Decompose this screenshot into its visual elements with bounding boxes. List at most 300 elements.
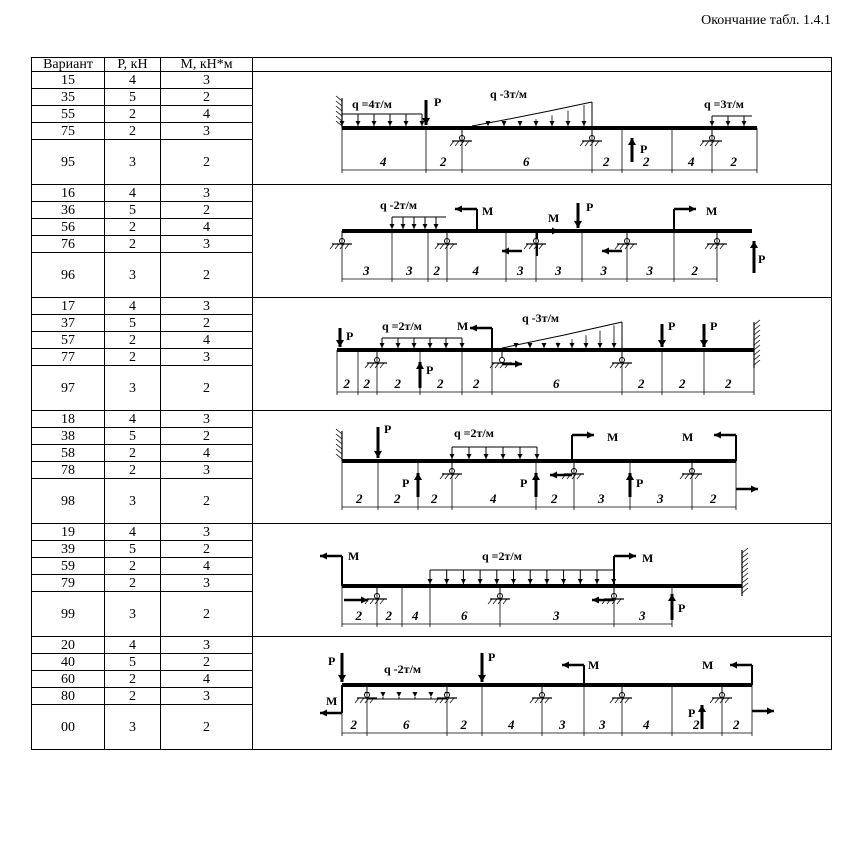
- hatch: [450, 244, 454, 249]
- hatch: [450, 698, 454, 703]
- variant-cell: 97: [32, 366, 105, 411]
- variant-cell: 36: [32, 202, 105, 219]
- p-cell: 2: [105, 236, 161, 253]
- span-length: 4: [643, 717, 650, 732]
- beam-scheme-cell: [253, 637, 832, 750]
- span-length: 4: [490, 491, 497, 506]
- arrow-head: [556, 343, 561, 348]
- beam-scheme: [322, 530, 762, 630]
- arrow-head: [467, 454, 472, 459]
- arrow-head: [629, 553, 636, 560]
- m-cell: 4: [161, 558, 253, 575]
- header-p: P, кН: [105, 58, 161, 72]
- arrow-head: [582, 121, 587, 126]
- m-cell: 3: [161, 637, 253, 654]
- hatch: [754, 325, 760, 330]
- load-label: M: [482, 204, 494, 218]
- hatch: [529, 244, 533, 249]
- m-cell: 3: [161, 185, 253, 202]
- hatch: [336, 106, 342, 111]
- m-cell: 3: [161, 524, 253, 541]
- variant-cell: 55: [32, 106, 105, 123]
- arrow-head: [461, 579, 466, 584]
- m-cell: 2: [161, 428, 253, 445]
- span-length: 2: [725, 376, 732, 391]
- p-cell: 3: [105, 592, 161, 637]
- p-cell: 2: [105, 106, 161, 123]
- beam-scheme-cell: [253, 185, 832, 298]
- span-length: 2: [356, 491, 363, 506]
- arrow-head: [478, 675, 486, 682]
- header-row: [32, 58, 832, 72]
- arrow-head: [320, 553, 327, 560]
- hatch: [535, 698, 539, 703]
- arrow-head: [470, 325, 477, 332]
- span-length: 2: [730, 154, 737, 169]
- p-cell: 4: [105, 72, 161, 89]
- arrow-head: [429, 692, 434, 697]
- span-length: 2: [355, 608, 362, 623]
- arrow-head: [689, 206, 696, 213]
- load-label: P: [328, 654, 336, 668]
- arrow-head: [404, 121, 409, 126]
- variant-cell: 57: [32, 332, 105, 349]
- arrow-head: [444, 579, 449, 584]
- hatch: [705, 141, 709, 146]
- p-cell: 2: [105, 688, 161, 705]
- hatch: [742, 553, 748, 558]
- arrow-head: [320, 710, 327, 717]
- span-length: 4: [412, 608, 419, 623]
- p-cell: 2: [105, 445, 161, 462]
- variant-cell: 16: [32, 185, 105, 202]
- load-label: P: [346, 329, 354, 343]
- load-curve: [502, 322, 622, 348]
- m-cell: 3: [161, 236, 253, 253]
- hatch: [336, 434, 342, 439]
- hatch: [336, 439, 342, 444]
- variant-cell: 59: [32, 558, 105, 575]
- beam-scheme-cell: [253, 524, 832, 637]
- span-length: 6: [553, 376, 560, 391]
- p-cell: 3: [105, 479, 161, 524]
- table-caption: Окончание табл. 1.4.1: [701, 13, 831, 28]
- m-cell: 2: [161, 315, 253, 332]
- m-cell: 4: [161, 332, 253, 349]
- arrow-head: [428, 343, 433, 348]
- arrow-head: [374, 451, 382, 458]
- arrow-head: [595, 579, 600, 584]
- hatch: [754, 350, 760, 355]
- load-label: M: [702, 658, 714, 672]
- load-label: M: [457, 319, 469, 333]
- arrow-head: [423, 224, 428, 229]
- load-label: q -3т/м: [490, 87, 528, 101]
- arrow-head: [767, 708, 774, 715]
- hatch: [742, 573, 748, 578]
- span-length: 3: [363, 263, 370, 278]
- arrow-head: [412, 343, 417, 348]
- table-row: [32, 411, 832, 428]
- arrow-head: [550, 472, 557, 479]
- load-label: M: [682, 430, 694, 444]
- arrow-head: [515, 361, 522, 368]
- hatch: [680, 474, 684, 479]
- arrow-head: [552, 228, 559, 235]
- variant-cell: 76: [32, 236, 105, 253]
- p-cell: 5: [105, 654, 161, 671]
- arrow-head: [534, 121, 539, 126]
- arrow-head: [420, 121, 425, 126]
- hatch: [495, 363, 499, 368]
- load-label: q =4т/м: [352, 97, 392, 111]
- span-length: 2: [394, 376, 401, 391]
- hatch: [615, 698, 619, 703]
- span-length: 2: [440, 154, 447, 169]
- span-length: 2: [473, 376, 480, 391]
- span-length: 2: [693, 717, 700, 732]
- p-cell: 3: [105, 705, 161, 750]
- arrow-head: [751, 486, 758, 493]
- hatch: [695, 474, 699, 479]
- arrow-head: [380, 343, 385, 348]
- span-length: 2: [385, 608, 392, 623]
- arrow-head: [518, 121, 523, 126]
- p-cell: 4: [105, 411, 161, 428]
- hatch: [577, 474, 581, 479]
- p-cell: 2: [105, 575, 161, 592]
- arrow-head: [361, 597, 368, 604]
- beam-scheme: [322, 304, 762, 404]
- arrow-head: [535, 454, 540, 459]
- load-label: M: [548, 211, 560, 225]
- hatch: [455, 474, 459, 479]
- hatch: [440, 474, 444, 479]
- hatch: [754, 335, 760, 340]
- variant-cell: 39: [32, 541, 105, 558]
- arrow-head: [550, 121, 555, 126]
- arrow-head: [502, 248, 509, 255]
- hatch: [754, 355, 760, 360]
- arrow-head: [612, 343, 617, 348]
- arrow-head: [502, 121, 507, 126]
- m-cell: 2: [161, 654, 253, 671]
- hatch: [440, 244, 444, 249]
- load-label: q =2т/м: [382, 319, 422, 333]
- m-cell: 2: [161, 202, 253, 219]
- span-length: 3: [646, 263, 653, 278]
- arrow-head: [528, 343, 533, 348]
- m-cell: 2: [161, 592, 253, 637]
- hatch: [336, 444, 342, 449]
- table-row: [32, 185, 832, 202]
- hatch: [754, 345, 760, 350]
- variant-cell: 20: [32, 637, 105, 654]
- hatch: [370, 599, 374, 604]
- hatch: [742, 558, 748, 563]
- p-cell: 5: [105, 89, 161, 106]
- load-label: P: [668, 319, 676, 333]
- span-length: 2: [603, 154, 610, 169]
- arrow-head: [584, 343, 589, 348]
- arrow-head: [542, 343, 547, 348]
- arrow-head: [336, 340, 344, 347]
- span-length: 4: [380, 154, 387, 169]
- span-length: 2: [691, 263, 698, 278]
- header-scheme: [253, 58, 832, 72]
- p-cell: 3: [105, 140, 161, 185]
- variant-cell: 19: [32, 524, 105, 541]
- beam-scheme: [322, 78, 762, 178]
- arrow-head: [413, 692, 418, 697]
- variant-cell: 60: [32, 671, 105, 688]
- span-length: 3: [598, 491, 605, 506]
- arrow-head: [397, 692, 402, 697]
- variant-cell: 56: [32, 219, 105, 236]
- p-cell: 2: [105, 123, 161, 140]
- arrow-head: [511, 579, 516, 584]
- p-cell: 2: [105, 462, 161, 479]
- p-cell: 3: [105, 253, 161, 298]
- hatch: [625, 363, 629, 368]
- hatch: [530, 698, 534, 703]
- p-cell: 5: [105, 315, 161, 332]
- hatch: [725, 698, 729, 703]
- hatch: [360, 698, 364, 703]
- span-length: 3: [639, 608, 646, 623]
- hatch: [595, 141, 599, 146]
- arrow-head: [742, 121, 747, 126]
- load-label: q =3т/м: [704, 97, 744, 111]
- p-cell: 2: [105, 332, 161, 349]
- p-cell: 2: [105, 219, 161, 236]
- hatch: [503, 599, 507, 604]
- m-cell: 3: [161, 462, 253, 479]
- hatch: [488, 599, 492, 604]
- hatch: [539, 244, 543, 249]
- m-cell: 4: [161, 219, 253, 236]
- span-length: 2: [433, 263, 440, 278]
- span-length: 2: [431, 491, 438, 506]
- span-length: 2: [363, 376, 370, 391]
- span-length: 2: [350, 717, 357, 732]
- arrow-head: [574, 221, 582, 228]
- span-length: 2: [679, 376, 686, 391]
- hatch: [330, 244, 334, 249]
- arrow-head: [478, 579, 483, 584]
- header-m: M, кН*м: [161, 58, 253, 72]
- variant-cell: 78: [32, 462, 105, 479]
- load-label: M: [642, 551, 654, 565]
- span-length: 2: [437, 376, 444, 391]
- arrow-head: [455, 206, 462, 213]
- p-cell: 2: [105, 558, 161, 575]
- load-label: P: [488, 650, 496, 664]
- arrow-head: [698, 705, 706, 712]
- load-label: q -2т/м: [384, 662, 422, 676]
- m-cell: 2: [161, 89, 253, 106]
- hatch: [742, 588, 748, 593]
- hatch: [754, 340, 760, 345]
- span-length: 3: [555, 263, 562, 278]
- variants-table: [31, 57, 832, 750]
- arrow-head: [730, 662, 737, 669]
- load-label: P: [520, 476, 528, 490]
- hatch: [720, 244, 724, 249]
- hatch: [580, 141, 584, 146]
- beam-scheme-cell: [253, 72, 832, 185]
- hatch: [370, 363, 374, 368]
- arrow-head: [450, 454, 455, 459]
- arrow-head: [562, 662, 569, 669]
- load-label: P: [384, 422, 392, 436]
- arrow-head: [460, 343, 465, 348]
- hatch: [617, 599, 621, 604]
- m-cell: 2: [161, 253, 253, 298]
- variant-cell: 17: [32, 298, 105, 315]
- hatch: [336, 429, 342, 434]
- span-length: 2: [343, 376, 350, 391]
- hatch: [435, 244, 439, 249]
- variant-cell: 98: [32, 479, 105, 524]
- load-label: P: [586, 200, 594, 214]
- m-cell: 2: [161, 479, 253, 524]
- p-cell: 5: [105, 202, 161, 219]
- arrow-head: [338, 675, 346, 682]
- m-cell: 4: [161, 445, 253, 462]
- arrow-head: [628, 138, 636, 145]
- load-curve: [472, 102, 592, 126]
- variant-cell: 38: [32, 428, 105, 445]
- hatch: [336, 454, 342, 459]
- p-cell: 5: [105, 541, 161, 558]
- table-row: [32, 524, 832, 541]
- p-cell: 4: [105, 298, 161, 315]
- hatch: [450, 141, 454, 146]
- span-length: 2: [733, 717, 740, 732]
- m-cell: 2: [161, 140, 253, 185]
- m-cell: 3: [161, 575, 253, 592]
- arrow-head: [401, 224, 406, 229]
- hatch: [715, 698, 719, 703]
- table-row: [32, 72, 832, 89]
- hatch: [365, 363, 369, 368]
- beam-scheme: [322, 643, 762, 743]
- arrow-head: [750, 241, 758, 248]
- span-length: 4: [688, 154, 695, 169]
- arrow-head: [726, 121, 731, 126]
- hatch: [336, 111, 342, 116]
- beam-scheme: [322, 417, 762, 517]
- span-length: 2: [643, 154, 650, 169]
- p-cell: 2: [105, 671, 161, 688]
- arrow-head: [428, 579, 433, 584]
- load-label: q -3т/м: [522, 311, 560, 325]
- beam-scheme-cell: [253, 298, 832, 411]
- span-length: 3: [600, 263, 607, 278]
- variant-cell: 58: [32, 445, 105, 462]
- variant-cell: 77: [32, 349, 105, 366]
- variant-cell: 95: [32, 140, 105, 185]
- load-label: P: [678, 601, 686, 615]
- span-length: 2: [460, 717, 467, 732]
- hatch: [336, 96, 342, 101]
- arrow-head: [388, 121, 393, 126]
- support-hinge: [500, 358, 505, 363]
- arrow-head: [528, 579, 533, 584]
- hatch: [524, 244, 528, 249]
- span-length: 3: [517, 263, 524, 278]
- m-cell: 2: [161, 541, 253, 558]
- p-cell: 4: [105, 637, 161, 654]
- hatch: [445, 474, 449, 479]
- hatch: [355, 698, 359, 703]
- load-label: M: [348, 549, 360, 563]
- span-length: 2: [394, 491, 401, 506]
- load-label: M: [607, 430, 619, 444]
- hatch: [715, 141, 719, 146]
- variant-cell: 18: [32, 411, 105, 428]
- hatch: [620, 244, 624, 249]
- arrow-head: [381, 692, 386, 697]
- arrow-head: [598, 343, 603, 348]
- hatch: [380, 599, 384, 604]
- hatch: [710, 698, 714, 703]
- hatch: [615, 244, 619, 249]
- load-label: q =2т/м: [454, 426, 494, 440]
- hatch: [610, 363, 614, 368]
- hatch: [742, 548, 748, 553]
- arrow-head: [484, 454, 489, 459]
- load-label: P: [688, 706, 696, 720]
- hatch: [754, 360, 760, 365]
- arrow-head: [561, 579, 566, 584]
- hatch: [742, 583, 748, 588]
- p-cell: 4: [105, 185, 161, 202]
- p-cell: 2: [105, 349, 161, 366]
- p-cell: 5: [105, 428, 161, 445]
- arrow-head: [570, 343, 575, 348]
- hatch: [345, 244, 349, 249]
- arrow-head: [356, 121, 361, 126]
- m-cell: 2: [161, 366, 253, 411]
- hatch: [585, 141, 589, 146]
- span-length: 3: [559, 717, 566, 732]
- load-label: M: [706, 204, 718, 218]
- hatch: [336, 449, 342, 454]
- hatch: [335, 244, 339, 249]
- arrow-head: [602, 248, 609, 255]
- span-length: 3: [553, 608, 560, 623]
- m-cell: 3: [161, 349, 253, 366]
- variant-cell: 37: [32, 315, 105, 332]
- arrow-head: [592, 597, 599, 604]
- m-cell: 3: [161, 298, 253, 315]
- arrow-head: [658, 340, 666, 347]
- hatch: [493, 599, 497, 604]
- variant-cell: 35: [32, 89, 105, 106]
- arrow-head: [390, 224, 395, 229]
- hatch: [336, 116, 342, 121]
- span-length: 4: [472, 263, 479, 278]
- m-cell: 3: [161, 411, 253, 428]
- variant-cell: 00: [32, 705, 105, 750]
- hatch: [705, 244, 709, 249]
- arrow-head: [566, 121, 571, 126]
- arrow-head: [494, 579, 499, 584]
- arrow-head: [340, 121, 345, 126]
- m-cell: 3: [161, 72, 253, 89]
